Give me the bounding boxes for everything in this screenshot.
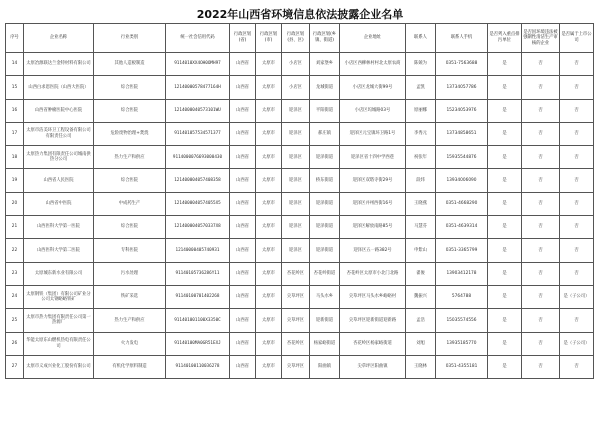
table-row xyxy=(6,76,594,99)
key-polluter-flag-cell: 是 xyxy=(488,169,522,192)
contact-person-cell: 祝张年 xyxy=(406,146,436,169)
enterprise-name-cell: 山西省肿瘤医院中心医院 xyxy=(24,99,94,122)
town-cell: 迎新街道 xyxy=(310,309,340,332)
industry-type-cell: 污水处理 xyxy=(94,262,166,285)
county-cell: 迎泽区 xyxy=(282,216,310,239)
contact-person-cell: 翟俊 xyxy=(406,262,436,285)
province-cell: 山西省 xyxy=(230,355,256,378)
town-cell: 迎泽街道 xyxy=(310,192,340,215)
listed-company-flag-cell: 否 xyxy=(560,216,594,239)
contact-phone-cell: 13734057786 xyxy=(436,76,488,99)
table-row xyxy=(6,239,594,262)
credit-code-cell: 91140100MA0GR51EXJ xyxy=(166,332,230,355)
credit-code-cell: 91140100701402268 xyxy=(166,285,230,308)
address-cell: 迎泽区五一路382号 xyxy=(340,239,406,262)
clean-audit-flag-cell: 否 xyxy=(522,216,560,239)
column-header: 是否属于上市公司 xyxy=(560,24,594,53)
address-cell: 迎泽区双塔寺街29号 xyxy=(340,169,406,192)
enterprise-name-cell: 山西白求恩医院（山西大医院） xyxy=(24,76,94,99)
industry-type-cell: 综合医院 xyxy=(94,216,166,239)
table-row xyxy=(6,122,594,145)
row-number-cell: 27 xyxy=(6,355,24,378)
town-cell: 刘家堡乡 xyxy=(310,53,340,76)
enterprise-name-cell: 山西省人民医院 xyxy=(24,169,94,192)
clean-audit-flag-cell: 否 xyxy=(522,122,560,145)
contact-phone-cell: 13903412178 xyxy=(436,262,488,285)
county-cell: 迎泽区 xyxy=(282,146,310,169)
contact-phone-cell: 13734858651 xyxy=(436,122,488,145)
enterprise-name-cell: 山西省中医院 xyxy=(24,192,94,215)
industry-type-cell: 热力生产和供应 xyxy=(94,309,166,332)
credit-code-cell: 12140000578477164H xyxy=(166,76,230,99)
city-cell: 太原市 xyxy=(256,99,282,122)
listed-company-flag-cell: 否 xyxy=(560,146,594,169)
table-row xyxy=(6,332,594,355)
town-cell: 龙城街道 xyxy=(310,76,340,99)
industry-type-cell: 专科医院 xyxy=(94,239,166,262)
key-polluter-flag-cell: 是 xyxy=(488,355,522,378)
column-header: 企业名称 xyxy=(24,24,94,53)
city-cell: 太原市 xyxy=(256,309,282,332)
city-cell: 太原市 xyxy=(256,216,282,239)
industry-type-cell: 有机化学原料制造 xyxy=(94,355,166,378)
table-row xyxy=(6,192,594,215)
county-cell: 杏花岭区 xyxy=(282,332,310,355)
row-number-cell: 24 xyxy=(6,285,24,308)
town-cell: 桥东街道 xyxy=(310,169,340,192)
province-cell: 山西省 xyxy=(230,53,256,76)
clean-audit-flag-cell: 否 xyxy=(522,309,560,332)
city-cell: 太原市 xyxy=(256,53,282,76)
table-header-row xyxy=(6,24,594,53)
clean-audit-flag-cell: 否 xyxy=(522,99,560,122)
credit-code-cell: 1214000040573101WU xyxy=(166,99,230,122)
column-header: 行政区划(县、区) xyxy=(282,24,310,53)
contact-phone-cell: 15234053976 xyxy=(436,99,488,122)
row-number-cell: 26 xyxy=(6,332,24,355)
city-cell: 太原市 xyxy=(256,262,282,285)
clean-audit-flag-cell: 否 xyxy=(522,355,560,378)
town-cell: 阳曲镇 xyxy=(310,355,340,378)
row-number-cell: 20 xyxy=(6,192,24,215)
industry-type-cell: 中成药生产 xyxy=(94,192,166,215)
listed-company-flag-cell: 否 xyxy=(560,122,594,145)
city-cell: 太原市 xyxy=(256,355,282,378)
key-polluter-flag-cell: 是 xyxy=(488,146,522,169)
clean-audit-flag-cell: 否 xyxy=(522,332,560,355)
province-cell: 山西省 xyxy=(230,239,256,262)
key-polluter-flag-cell: 是 xyxy=(488,53,522,76)
listed-company-flag-cell: 否 xyxy=(560,192,594,215)
county-cell: 尖草坪区 xyxy=(282,285,310,308)
enterprise-name-cell: 山西医科大学第一医院 xyxy=(24,216,94,239)
clean-audit-flag-cell: 否 xyxy=(522,53,560,76)
enterprise-name-cell: 太原市洁美环卫工程设备有限公司有限责任公司 xyxy=(24,122,94,145)
table-row xyxy=(6,169,594,192)
row-number-cell: 15 xyxy=(6,76,24,99)
table-row xyxy=(6,262,594,285)
contact-person-cell: 陈兢为 xyxy=(406,53,436,76)
address-cell: 尖草坪区马头水乡峪峪村 xyxy=(340,285,406,308)
key-polluter-flag-cell: 是 xyxy=(488,285,522,308)
table-row xyxy=(6,53,594,76)
industry-type-cell: 其他人造板制造 xyxy=(94,53,166,76)
town-cell: 杨家峪街道 xyxy=(310,332,340,355)
city-cell: 太原市 xyxy=(256,169,282,192)
county-cell: 小店区 xyxy=(282,76,310,99)
address-cell: 小店区西柳林村村北太原农商 xyxy=(340,53,406,76)
address-cell: 迎泽区元宝镇环卫路1号 xyxy=(340,122,406,145)
row-number-cell: 25 xyxy=(6,309,24,332)
address-cell: 迎泽区解放南路85号 xyxy=(340,216,406,239)
county-cell: 迎泽区 xyxy=(282,169,310,192)
credit-code-cell: 91140100110036278 xyxy=(166,355,230,378)
listed-company-flag-cell: 否 xyxy=(560,309,594,332)
table-row xyxy=(6,99,594,122)
county-cell: 尖草坪区 xyxy=(282,355,310,378)
contact-person-cell: 段炜 xyxy=(406,169,436,192)
address-cell: 尖草坪区阳曲镇 xyxy=(340,355,406,378)
contact-phone-cell: 0351-4639314 xyxy=(436,216,488,239)
town-cell: 平阳街道 xyxy=(310,99,340,122)
key-polluter-flag-cell: 是 xyxy=(488,76,522,99)
key-polluter-flag-cell: 是 xyxy=(488,262,522,285)
industry-type-cell: 铁矿采选 xyxy=(94,285,166,308)
contact-person-cell: 申紫山 xyxy=(406,239,436,262)
province-cell: 山西省 xyxy=(230,122,256,145)
listed-company-flag-cell: 否 xyxy=(560,355,594,378)
column-header: 行政区划(市) xyxy=(256,24,282,53)
clean-audit-flag-cell: 否 xyxy=(522,262,560,285)
town-cell: 迎泽街道 xyxy=(310,146,340,169)
city-cell: 太原市 xyxy=(256,146,282,169)
row-number-cell: 14 xyxy=(6,53,24,76)
province-cell: 山西省 xyxy=(230,169,256,192)
enterprise-name-cell: 太原冶源联达兰金特材料有限公司 xyxy=(24,53,94,76)
contact-phone-cell: 0351-4668290 xyxy=(436,192,488,215)
town-cell: 迎泽街道 xyxy=(310,216,340,239)
credit-code-cell: 911401001100X3350C xyxy=(166,309,230,332)
column-header: 是否因环境违法被强制性清洁生产审核的企业 xyxy=(522,24,560,53)
credit-code-cell: 12140000405740931 xyxy=(166,239,230,262)
town-cell: 马头水乡 xyxy=(310,285,340,308)
key-polluter-flag-cell: 是 xyxy=(488,309,522,332)
address-cell: 迎泽区并州西街16号 xyxy=(340,192,406,215)
enterprise-name-cell: 太原市义成兴业化工股份有限公司 xyxy=(24,355,94,378)
contact-phone-cell: 13934006090 xyxy=(436,169,488,192)
enterprise-name-cell: 山西医科大学第二医院 xyxy=(24,239,94,262)
contact-person-cell: 王晓燕 xyxy=(406,192,436,215)
row-number-cell: 23 xyxy=(6,262,24,285)
clean-audit-flag-cell: 否 xyxy=(522,239,560,262)
key-polluter-flag-cell: 是 xyxy=(488,99,522,122)
table-body xyxy=(6,53,594,379)
row-number-cell: 17 xyxy=(6,122,24,145)
industry-type-cell: 综合医院 xyxy=(94,99,166,122)
enterprise-table xyxy=(5,23,594,379)
province-cell: 山西省 xyxy=(230,262,256,285)
contact-person-cell: 马慧芬 xyxy=(406,216,436,239)
column-header: 联系人手机 xyxy=(436,24,488,53)
clean-audit-flag-cell: 否 xyxy=(522,76,560,99)
contact-phone-cell: 0351-7563688 xyxy=(436,53,488,76)
clean-audit-flag-cell: 否 xyxy=(522,285,560,308)
city-cell: 太原市 xyxy=(256,285,282,308)
column-header: 行政区划(省) xyxy=(230,24,256,53)
province-cell: 山西省 xyxy=(230,309,256,332)
listed-company-flag-cell: 否 xyxy=(560,76,594,99)
key-polluter-flag-cell: 是 xyxy=(488,332,522,355)
contact-person-cell: 王晓林 xyxy=(406,355,436,378)
contact-person-cell: 李秀元 xyxy=(406,122,436,145)
province-cell: 山西省 xyxy=(230,216,256,239)
contact-person-cell: 孟凯 xyxy=(406,76,436,99)
address-cell: 杏花岭区杨家峪街道 xyxy=(340,332,406,355)
table-row xyxy=(6,309,594,332)
contact-phone-cell: 5764788 xyxy=(436,285,488,308)
enterprise-name-cell: 太原钢铁（集团）有限公司矿业分公司太钢峪峪铁矿 xyxy=(24,285,94,308)
credit-code-cell: 1214000040570337X8 xyxy=(166,216,230,239)
credit-code-cell: 911401057534571377 xyxy=(166,122,230,145)
city-cell: 太原市 xyxy=(256,239,282,262)
city-cell: 太原市 xyxy=(256,192,282,215)
key-polluter-flag-cell: 是 xyxy=(488,239,522,262)
clean-audit-flag-cell: 否 xyxy=(522,192,560,215)
credit-code-cell: 9114000076693000430 xyxy=(166,146,230,169)
clean-audit-flag-cell: 否 xyxy=(522,169,560,192)
table-row xyxy=(6,285,594,308)
listed-company-flag-cell: 否 xyxy=(560,169,594,192)
column-header: 行政区划(乡镇、街道) xyxy=(310,24,340,53)
province-cell: 山西省 xyxy=(230,192,256,215)
column-header: 企业地址 xyxy=(340,24,406,53)
city-cell: 太原市 xyxy=(256,122,282,145)
city-cell: 太原市 xyxy=(256,76,282,99)
industry-type-cell: 综合医院 xyxy=(94,76,166,99)
town-cell: 郝庄镇 xyxy=(310,122,340,145)
key-polluter-flag-cell: 是 xyxy=(488,192,522,215)
province-cell: 山西省 xyxy=(230,332,256,355)
row-number-cell: 16 xyxy=(6,99,24,122)
industry-type-cell: 危险废物治理+焚烧 xyxy=(94,122,166,145)
contact-person-cell: 刘旭 xyxy=(406,332,436,355)
county-cell: 尖草坪区 xyxy=(282,309,310,332)
table-row xyxy=(6,146,594,169)
credit-code-cell: 91140105736286Y11 xyxy=(166,262,230,285)
contact-phone-cell: 15035574556 xyxy=(436,309,488,332)
row-number-cell: 19 xyxy=(6,169,24,192)
county-cell: 迎泽区 xyxy=(282,192,310,215)
address-cell: 尖草坪区迎新街道迎新路 xyxy=(340,309,406,332)
address-cell: 小店区龙城大街99号 xyxy=(340,76,406,99)
town-cell: 迎泽街道 xyxy=(310,239,340,262)
county-cell: 迎泽区 xyxy=(282,239,310,262)
key-polluter-flag-cell: 是 xyxy=(488,122,522,145)
county-cell: 迎泽区 xyxy=(282,99,310,122)
contact-person-cell: 原丽娜 xyxy=(406,99,436,122)
industry-type-cell: 火力发电 xyxy=(94,332,166,355)
row-number-cell: 18 xyxy=(6,146,24,169)
listed-company-flag-cell: 是（子公司） xyxy=(560,285,594,308)
contact-phone-cell: 15935544876 xyxy=(436,146,488,169)
listed-company-flag-cell: 否 xyxy=(560,99,594,122)
county-cell: 迎泽区 xyxy=(282,122,310,145)
county-cell: 小店区 xyxy=(282,53,310,76)
enterprise-name-cell: 华能太原东山燃机热电有限责任公司 xyxy=(24,332,94,355)
column-header: 统一社会信用代码 xyxy=(166,24,230,53)
column-header: 联系人 xyxy=(406,24,436,53)
key-polluter-flag-cell: 是 xyxy=(488,216,522,239)
row-number-cell: 22 xyxy=(6,239,24,262)
province-cell: 山西省 xyxy=(230,76,256,99)
contact-phone-cell: 0351-4355181 xyxy=(436,355,488,378)
listed-company-flag-cell: 否 xyxy=(560,53,594,76)
row-number-cell: 21 xyxy=(6,216,24,239)
credit-code-cell: 1214000040574055X5 xyxy=(166,192,230,215)
column-header: 行业类别 xyxy=(94,24,166,53)
address-cell: 迎泽区省十四中学西巷 xyxy=(340,146,406,169)
contact-person-cell: 孟浩 xyxy=(406,309,436,332)
credit-code-cell: 121400004057408358 xyxy=(166,169,230,192)
listed-company-flag-cell: 是（子公司） xyxy=(560,332,594,355)
address-cell: 杏花岭区太原市小北门北路 xyxy=(340,262,406,285)
table-row xyxy=(6,355,594,378)
province-cell: 山西省 xyxy=(230,146,256,169)
contact-phone-cell: 13935185770 xyxy=(436,332,488,355)
contact-person-cell: 魏振兴 xyxy=(406,285,436,308)
credit-code-cell: 9114010XX4OH0OMH97 xyxy=(166,53,230,76)
column-header: 是否列入重点排污单位 xyxy=(488,24,522,53)
province-cell: 山西省 xyxy=(230,285,256,308)
clean-audit-flag-cell: 否 xyxy=(522,146,560,169)
enterprise-name-cell: 太原市热力集团有限责任公司第一热源厂 xyxy=(24,309,94,332)
listed-company-flag-cell: 否 xyxy=(560,262,594,285)
industry-type-cell: 综合医院 xyxy=(94,169,166,192)
document-title: 2022年山西省环境信息依法披露企业名单 xyxy=(196,8,404,21)
enterprise-name-cell: 太原热力集团有限责任公司城南供热分公司 xyxy=(24,146,94,169)
column-header: 序号 xyxy=(6,24,24,53)
address-cell: 小店区坞城路03号 xyxy=(340,99,406,122)
county-cell: 杏花岭区 xyxy=(282,262,310,285)
province-cell: 山西省 xyxy=(230,99,256,122)
industry-type-cell: 热力生产和供应 xyxy=(94,146,166,169)
city-cell: 太原市 xyxy=(256,332,282,355)
listed-company-flag-cell: 否 xyxy=(560,239,594,262)
town-cell: 杏花岭街道 xyxy=(310,262,340,285)
contact-phone-cell: 0351-3365799 xyxy=(436,239,488,262)
enterprise-name-cell: 太原城东新水业有限公司 xyxy=(24,262,94,285)
table-row xyxy=(6,216,594,239)
